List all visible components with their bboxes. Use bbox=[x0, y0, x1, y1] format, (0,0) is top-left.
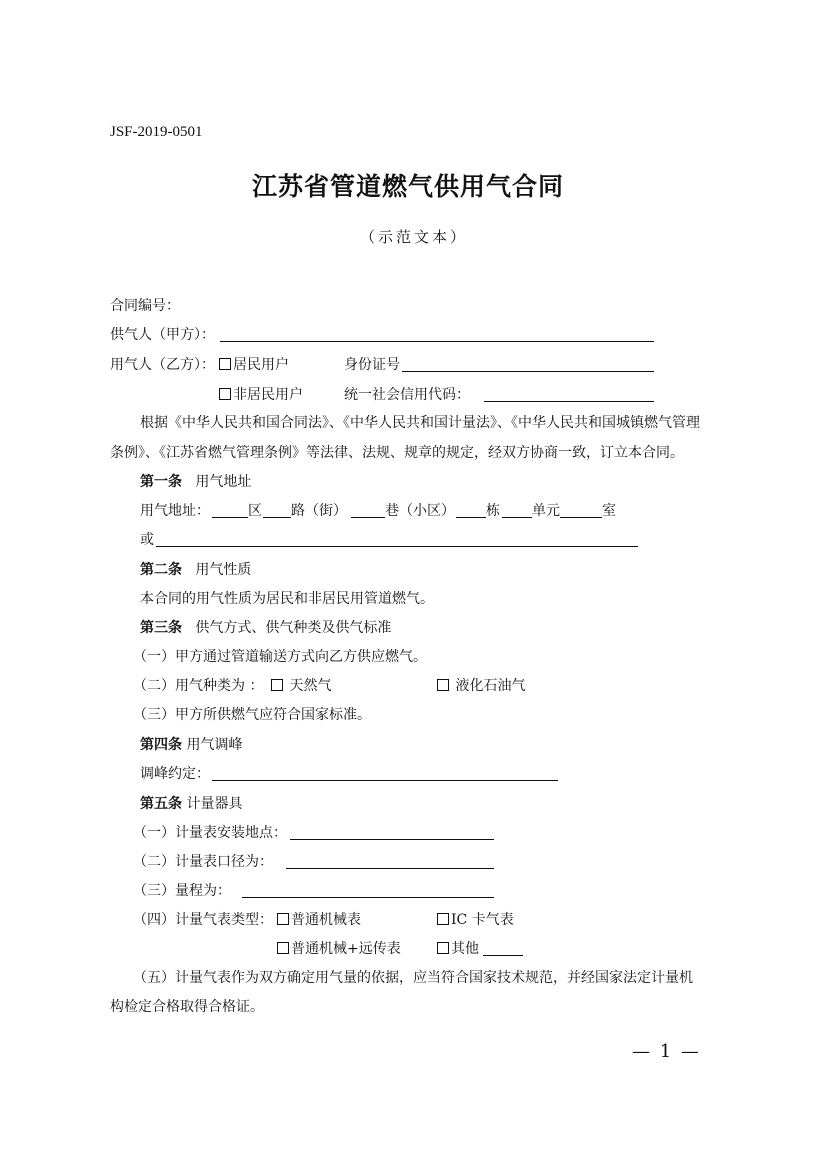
document-code: JSF-2019-0501 bbox=[110, 124, 203, 140]
meter-option-other[interactable] bbox=[437, 940, 479, 958]
preamble-line-2: 条例》、《江苏省燃气管理条例》等法律、法规、规章的规定，经双方协商一致，订立本合同。 bbox=[110, 445, 684, 461]
meter-option-ic-card[interactable] bbox=[437, 911, 514, 929]
article-3-heading bbox=[140, 619, 391, 637]
article-5-title: 计量器具 bbox=[186, 796, 243, 812]
article-2-heading bbox=[140, 561, 251, 579]
supplier-blank[interactable] bbox=[220, 328, 654, 342]
page-number: — 1 — bbox=[632, 1041, 701, 1062]
other-meter-label: 其他 bbox=[451, 941, 479, 957]
meter-option-mechanical[interactable] bbox=[277, 911, 361, 929]
mechanical-meter-label: 普通机械表 bbox=[291, 912, 361, 928]
meter-range-label: （三）量程为： bbox=[133, 883, 231, 899]
article-3-item-2-label: （二）用气种类为 ： bbox=[133, 678, 264, 694]
building-label: 栋 bbox=[486, 503, 500, 519]
article-4-heading bbox=[140, 736, 242, 754]
article-3-title: 供气方式、供气种类及供气标准 bbox=[195, 620, 392, 636]
article-1-heading bbox=[140, 473, 251, 491]
article-5-item-5-line-1: （五）计量气表作为双方确定用气量的依据，应当符合国家技术规范，并经国家法定计量机 bbox=[133, 970, 693, 986]
mechanical-meter-checkbox[interactable] bbox=[277, 913, 289, 925]
road-blank[interactable] bbox=[263, 504, 291, 518]
credit-code-blank[interactable] bbox=[484, 388, 654, 402]
article-2-number: 第二条 bbox=[140, 562, 182, 578]
lpg-checkbox[interactable] bbox=[437, 679, 449, 691]
meter-location-blank[interactable] bbox=[290, 826, 494, 840]
preamble-line-1: 根据《中华人民共和国合同法》、《中华人民共和国计量法》、《中华人民共和国城镇燃气管理 bbox=[140, 415, 700, 431]
article-5-heading bbox=[140, 795, 242, 813]
article-4-number: 第四条 bbox=[140, 737, 182, 753]
district-blank[interactable] bbox=[212, 504, 248, 518]
or-label: 或 bbox=[140, 532, 154, 548]
meter-type-label: （四）计量气表类型： bbox=[133, 912, 273, 928]
ic-card-meter-label: IC 卡气表 bbox=[451, 912, 514, 928]
credit-code-label: 统一社会信用代码： bbox=[344, 387, 470, 403]
peak-shaving-label: 调峰约定： bbox=[140, 766, 210, 782]
road-label: 路（街） bbox=[291, 503, 347, 519]
meter-caliber-blank[interactable] bbox=[286, 855, 494, 869]
article-2-text: 本合同的用气性质为居民和非居民用管道燃气。 bbox=[140, 591, 434, 607]
room-label: 室 bbox=[602, 503, 616, 519]
other-meter-checkbox[interactable] bbox=[437, 942, 449, 954]
article-3-item-3: （三）甲方所供燃气应符合国家标准。 bbox=[133, 707, 371, 723]
article-3-number: 第三条 bbox=[140, 620, 182, 636]
district-label: 区 bbox=[248, 503, 262, 519]
other-meter-blank[interactable] bbox=[483, 942, 523, 956]
id-label: 身份证号 bbox=[344, 357, 400, 373]
building-blank[interactable] bbox=[456, 504, 486, 518]
resident-option[interactable] bbox=[219, 356, 289, 374]
unit-blank[interactable] bbox=[502, 504, 532, 518]
nonresident-checkbox[interactable] bbox=[219, 388, 231, 400]
article-2-title: 用气性质 bbox=[195, 562, 252, 578]
room-blank[interactable] bbox=[560, 504, 602, 518]
lpg-option[interactable] bbox=[437, 677, 525, 695]
ic-card-meter-checkbox[interactable] bbox=[437, 913, 449, 925]
article-1-title: 用气地址 bbox=[195, 474, 252, 490]
meter-range-blank[interactable] bbox=[242, 884, 494, 898]
remote-meter-checkbox[interactable] bbox=[277, 942, 289, 954]
meter-caliber-label: （二）计量表口径为： bbox=[133, 854, 273, 870]
resident-option-label: 居民用户 bbox=[233, 357, 289, 373]
address-label: 用气地址： bbox=[140, 503, 210, 519]
lpg-label: 液化石油气 bbox=[455, 678, 526, 694]
id-number-blank[interactable] bbox=[402, 358, 654, 372]
article-4-title: 用气调峰 bbox=[186, 737, 243, 753]
nonresident-option[interactable] bbox=[219, 386, 303, 404]
user-label: 用气人（乙方）： bbox=[110, 357, 215, 373]
article-5-number: 第五条 bbox=[140, 796, 182, 812]
remote-meter-label: 普通机械+远传表 bbox=[291, 941, 401, 957]
nonresident-option-label: 非居民用户 bbox=[233, 387, 303, 403]
document-title: 江苏省管道燃气供用气合同 bbox=[252, 172, 565, 201]
peak-shaving-blank[interactable] bbox=[212, 767, 558, 781]
unit-label: 单元 bbox=[532, 503, 560, 519]
natural-gas-option[interactable] bbox=[271, 677, 331, 695]
article-3-item-1: （一）甲方通过管道输送方式向乙方供应燃气。 bbox=[133, 649, 427, 665]
meter-option-remote[interactable] bbox=[277, 940, 401, 958]
natural-gas-checkbox[interactable] bbox=[271, 679, 283, 691]
lane-blank[interactable] bbox=[351, 504, 385, 518]
supplier-label: 供气人（甲方）： bbox=[110, 327, 215, 343]
meter-location-label: （一）计量表安装地点： bbox=[133, 825, 287, 841]
contract-number-label: 合同编号： bbox=[110, 298, 180, 314]
document-subtitle: （示范文本） bbox=[360, 228, 469, 246]
article-1-number: 第一条 bbox=[140, 474, 182, 490]
resident-checkbox[interactable] bbox=[219, 358, 231, 370]
alternative-address-blank[interactable] bbox=[156, 533, 638, 547]
article-5-item-5-line-2: 构检定合格取得合格证。 bbox=[110, 999, 264, 1015]
natural-gas-label: 天然气 bbox=[289, 678, 332, 694]
lane-label: 巷（小区） bbox=[385, 503, 455, 519]
supplier-row bbox=[110, 326, 215, 344]
